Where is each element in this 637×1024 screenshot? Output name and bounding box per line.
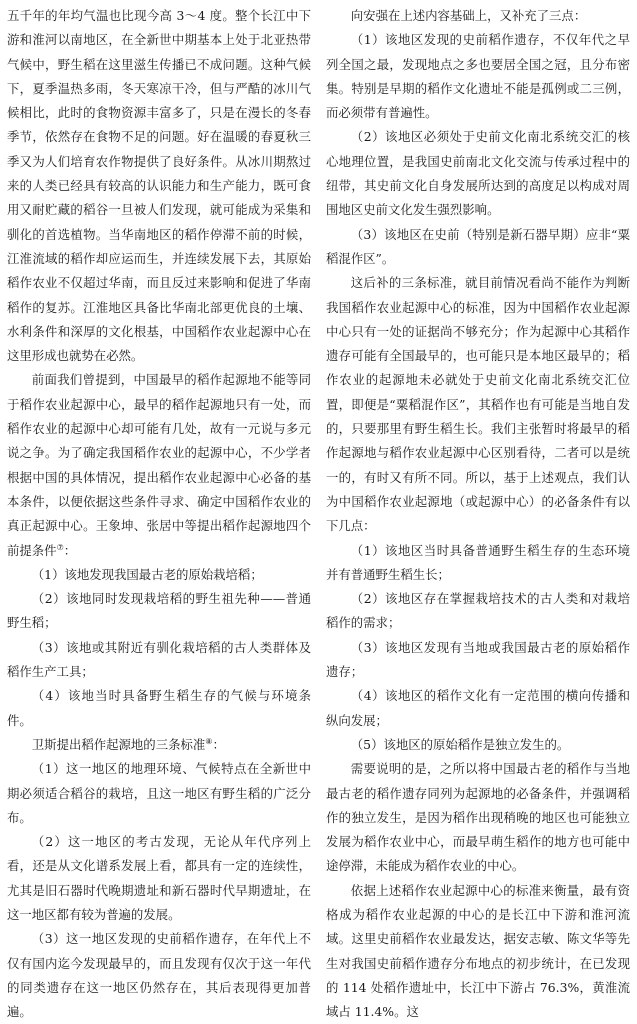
list-item: （1）这一地区的地理环境、气候特点在全新世中期必须适合稻谷的栽培，且这一地区有野生稻的广泛分布。 <box>7 761 311 825</box>
paragraph: 需要说明的是，之所以将中国最古老的稻作与当地最古老的稻作遗存同列为起源地的必备条件，并强调稻作的独立发生，是因为稻作出现稍晚的地区也可能独立发展为稻作农业中心，而最早萌生稻作的地方也可能中途停滞，未能成为稻作农业的中心。 <box>326 761 630 874</box>
list-item: （2）该地同时发现栽培稻的野生祖先种——普通野生稻； <box>7 591 311 631</box>
paragraph: 这后补的三条标准，就目前情况看尚不能作为判断我国稻作农业起源中心的标准，因为中国稻作农业起源中心只有一处的证据尚不够充分；作为起源中心其稻作遗存可能有全国最早的，也可能只是本地区最早的；稻作农业的起源地未必就处于史前文化南北系统交汇位置，即便是“粟稻混作区”，其稻作也有可能是当地自发的，只要那里有野生稻生长。我们主张暂时将最早的稻作起源地与稻作农业起源中心区别看待，二者可以是统一的，有时又有所不同。所以，基于上述观点，我们认为中国稻作农业起源地（或起源中心）的必备条件有以下几点： <box>326 275 630 534</box>
list-item: （4）该地区的稻作文化有一定范围的横向传播和纵向发展； <box>326 688 630 728</box>
list-item: （3）该地区发现有当地或我国最古老的原始稻作遗存； <box>326 639 630 680</box>
left-column <box>7 4 311 1024</box>
list-item: （2）这一地区的考古发现，无论从年代序列上看，还是从文化谱系发展上看，都具有一定的连续性，尤其是旧石器时代晚期遗址和新石器时代早期遗址，在这一地区都有较为普遍的发展。 <box>7 834 311 922</box>
list-item: （1）该地发现我国最古老的原始栽培稻； <box>31 566 263 582</box>
list-item: （3）该地区在史前（特别是新石器早期）应非“粟稻混作区”。 <box>326 226 630 266</box>
footnote-marker: ⑧ <box>205 736 213 746</box>
paragraph: 向安强在上述内容基础上，又补充了三点： <box>350 8 587 23</box>
list-item: （1）该地区发现的史前稻作遗存，不仅年代之早列全国之最，发现地点之多也要居全国之冠，且分布密集。特别是早期的稻作文化遗址不能是孤例或二三例，而必须带有普遍性。 <box>326 32 630 121</box>
paragraph: 五千年的年均气温也比现今高 3～4 度。整个长江中下游和淮河以南地区，在全新世中期基本上处于北亚热带气候中，野生稻在这里滋生传播已不成问题。这种气候下，夏季温热多雨，冬天寒凉干冷，但与严酷的冰川气候相比，此时的食物资源丰富多了，只是在漫长的冬春季节，依然存在食物不足的问题。好在温暖的春夏秋三季又为人们培育农作物提供了良好条件。从冰川期熬过来的人类已经具有较高的认识能力和生产能力，既可食用又耐贮藏的稻谷一旦被人们发现，就可能成为采集和驯化的首选植物。当华南地区的稻作停滞不前的时候，江淮流域的稻作却应运而生，并连续发展下去，其原始稻作农业不仅超过华南，而且反过来影响和促进了华南稻作的复苏。江淮地区具备比华南北部更优良的土壤、水利条件和深厚的文化根基，中国稻作农业起源中心在这里形成也就势在必然。 <box>7 8 311 364</box>
list-item: （3）这一地区发现的史前稻作遗存，在年代上不仅有国内迄今发现最早的，而且发现有仅次于这一年代的同类遗存在这一地区仍然存在，其后表现得更加普遍。 <box>7 931 311 1020</box>
list-item: （1）该地区当时具备普通野生稻生存的生态环境并有普通野生稻生长； <box>326 542 630 582</box>
paragraph: 依据上述稻作农业起源中心的标准来衡量，最有资格成为稻作农业起源的中心的是长江中下游和淮河流域。这里史前稻作农业最发达，据安志敏、陈文华等先生对我国史前稻作遗存分布地点的初步统计，在已发现的 114 处稻作遗址中，长江中下游占 76.3%，黄淮流域占 11.4%。这 <box>326 882 630 1020</box>
list-item: （2）该地区存在掌握栽培技术的古人类和对栽培稻作的需求； <box>326 591 630 631</box>
list-item: （5）该地区的原始稻作是独立发生的。 <box>350 736 570 752</box>
list-item: （2）该地区必须处于史前文化南北系统交汇的核心地理位置，是我国史前南北文化交流与传承过程中的纽带，其史前文化自身发展所达到的高度足以构成对周围地区史前文化发生强烈影响。 <box>326 129 630 218</box>
footnote-marker: ⑦ <box>56 542 64 552</box>
paragraph: 卫斯提出稻作起源地的三条标准⑧： <box>31 736 225 752</box>
paragraph: 前面我们曾提到，中国最早的稻作起源地不能等同于稻作农业起源中心，最早的稻作起源地只有一处，而稻作农业的起源中心却可能有几处，故有一元说与多元说之争。为了确定我国稻作农业的起源中心，不少学者根据中国的具体情况，提出稻作农业起源中心必备的基本条件，以便依据这些条件寻求、确定中国稻作农业的真正起源中心。王象坤、张居中等提出稻作起源地四个前提条件⑦： <box>7 372 311 558</box>
list-item: （4）该地当时具备野生稻生存的气候与环境条件。 <box>7 688 311 728</box>
right-column <box>326 4 630 1024</box>
list-item: （3）该地或其附近有驯化栽培稻的古人类群体及稻作生产工具； <box>7 639 311 680</box>
